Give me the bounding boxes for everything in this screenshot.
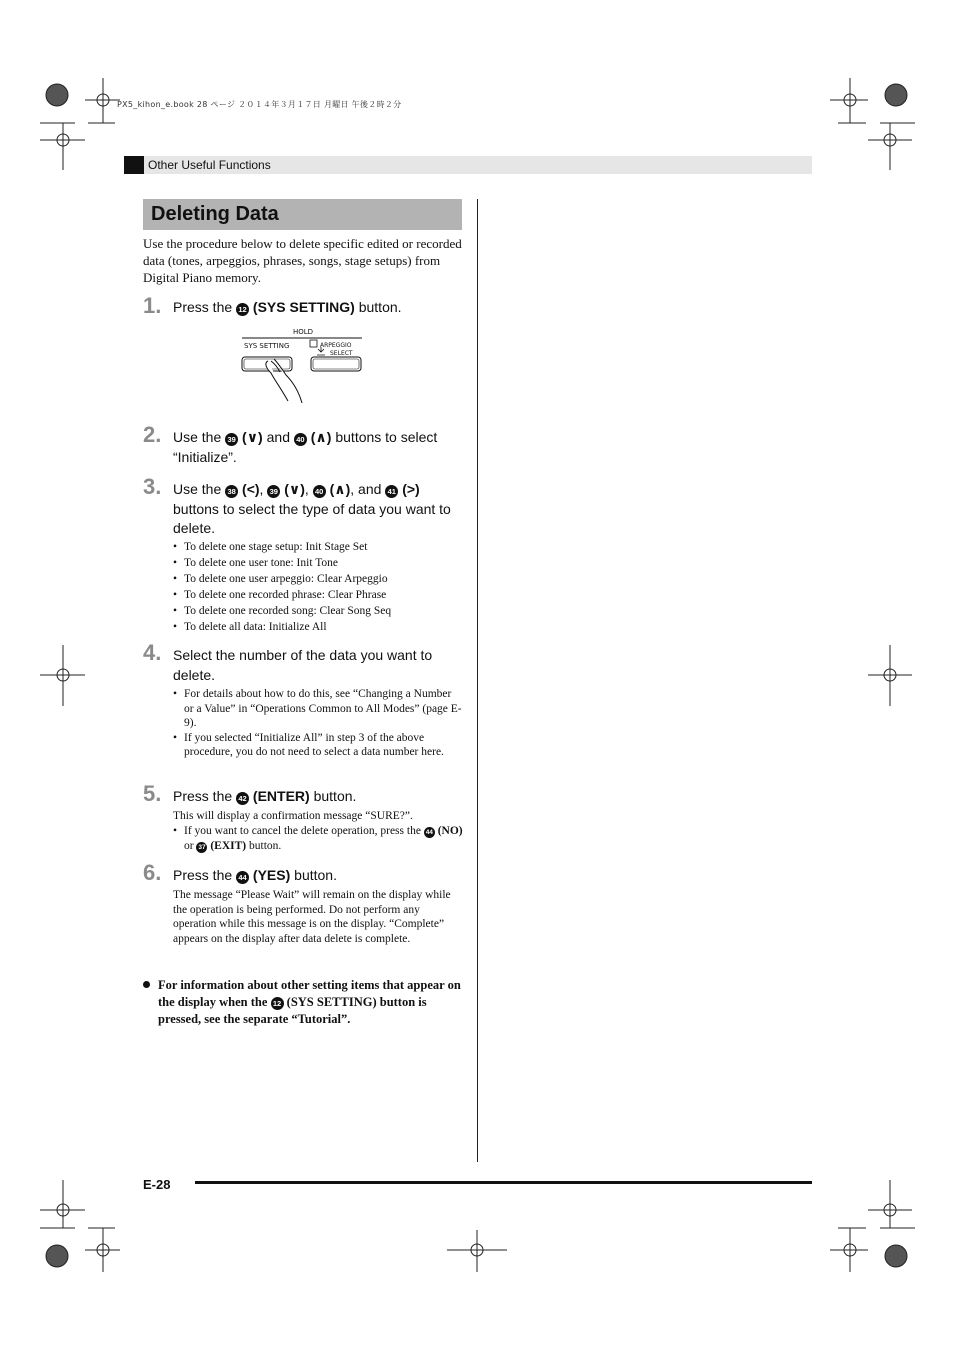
list-item: • To delete all data: Initialize All <box>173 620 463 635</box>
step-text: Press the 42 (ENTER) button. <box>173 788 357 804</box>
list-item: • If you want to cancel the delete operation, press the 44 (NO) or 37 (EXIT) button. <box>173 824 463 853</box>
step4-notes <box>173 687 463 760</box>
button-number-icon: 12 <box>271 997 284 1010</box>
data-type-list <box>173 540 463 635</box>
step5-notes <box>173 824 463 853</box>
column-divider <box>477 199 478 1162</box>
button-number-icon: 39 <box>267 485 280 498</box>
step-note: This will display a confirmation message “SURE?”. <box>173 810 413 822</box>
step-number: 6. <box>143 860 162 885</box>
step-text: Select the number of the data you want to delete. <box>173 647 433 683</box>
sys-setting-label: SYS SETTING <box>244 342 290 350</box>
page-title: Deleting Data <box>151 203 279 225</box>
step-text: Use the 39 (∨) and 40 (∧) buttons to select “Initialize”. <box>173 429 438 465</box>
step-number: 1. <box>143 293 162 318</box>
step-note: The message “Please Wait” will remain on the display while the operation is being performed. Do not perform any operation while this message is on the display. “Complete” appears on the display after data delete is complete. <box>173 889 451 945</box>
button-number-icon: 42 <box>236 792 249 805</box>
step-number: 4. <box>143 640 162 665</box>
step-text: Use the 38 (<), 39 (∨), 40 (∧), and 41 (>) buttons to select the type of data you want to delete. <box>173 481 451 536</box>
list-item: • If you selected “Initialize All” in step 3 of the above procedure, you do not need to select a data number here. <box>173 731 463 760</box>
list-item: • To delete one recorded song: Clear Song Seq <box>173 604 463 619</box>
step-number: 5. <box>143 781 162 806</box>
hold-label: HOLD <box>293 328 314 336</box>
step-number: 3. <box>143 474 162 499</box>
print-info-line: PX5_kihon_e.book 28 ページ ２０１４年３月１７日 月曜日 午後２時２分 <box>117 100 402 109</box>
step-text: Press the 44 (YES) button. <box>173 867 337 883</box>
button-number-icon: 44 <box>236 871 249 884</box>
arpeggio-label: ARPEGGIO <box>320 342 352 349</box>
list-item: • To delete one stage setup: Init Stage Set <box>173 540 463 555</box>
button-number-icon: 44 <box>425 829 433 836</box>
bullet-dot-icon <box>143 981 150 988</box>
section-header: Other Useful Functions <box>148 158 271 172</box>
select-label: SELECT <box>330 350 353 357</box>
button-number-icon: 39 <box>225 433 238 446</box>
button-number-icon: 40 <box>294 433 307 446</box>
intro-paragraph: Use the procedure below to delete specific edited or recorded data (tones, arpeggios, phrases, songs, stage setups) from Digital Piano memory. <box>143 236 462 285</box>
button-number-icon: 38 <box>225 485 238 498</box>
sys-setting-button-illustration <box>238 323 368 405</box>
list-item: • For details about how to do this, see “Changing a Number or a Value” in “Operations Common to All Modes” (page E-9). <box>173 687 463 731</box>
list-item: • To delete one recorded phrase: Clear Phrase <box>173 588 463 603</box>
header-block <box>124 156 144 174</box>
list-item: • To delete one user tone: Init Tone <box>173 556 463 571</box>
step-number: 2. <box>143 422 162 447</box>
button-number-icon: 37 <box>198 843 206 851</box>
footer-rule <box>195 1181 812 1184</box>
button-number-icon: 12 <box>236 303 249 316</box>
button-number-icon: 40 <box>313 485 326 498</box>
page-number: E-28 <box>143 1177 171 1192</box>
button-number-icon: 41 <box>385 485 398 498</box>
step-text: Press the 12 (SYS SETTING) button. <box>173 299 402 315</box>
list-item: • To delete one user arpeggio: Clear Arpeggio <box>173 572 463 587</box>
info-note: For information about other setting items that appear on the display when the 12 (SYS SETTING) button is pressed, see the separate “Tutorial”. <box>143 977 463 1028</box>
